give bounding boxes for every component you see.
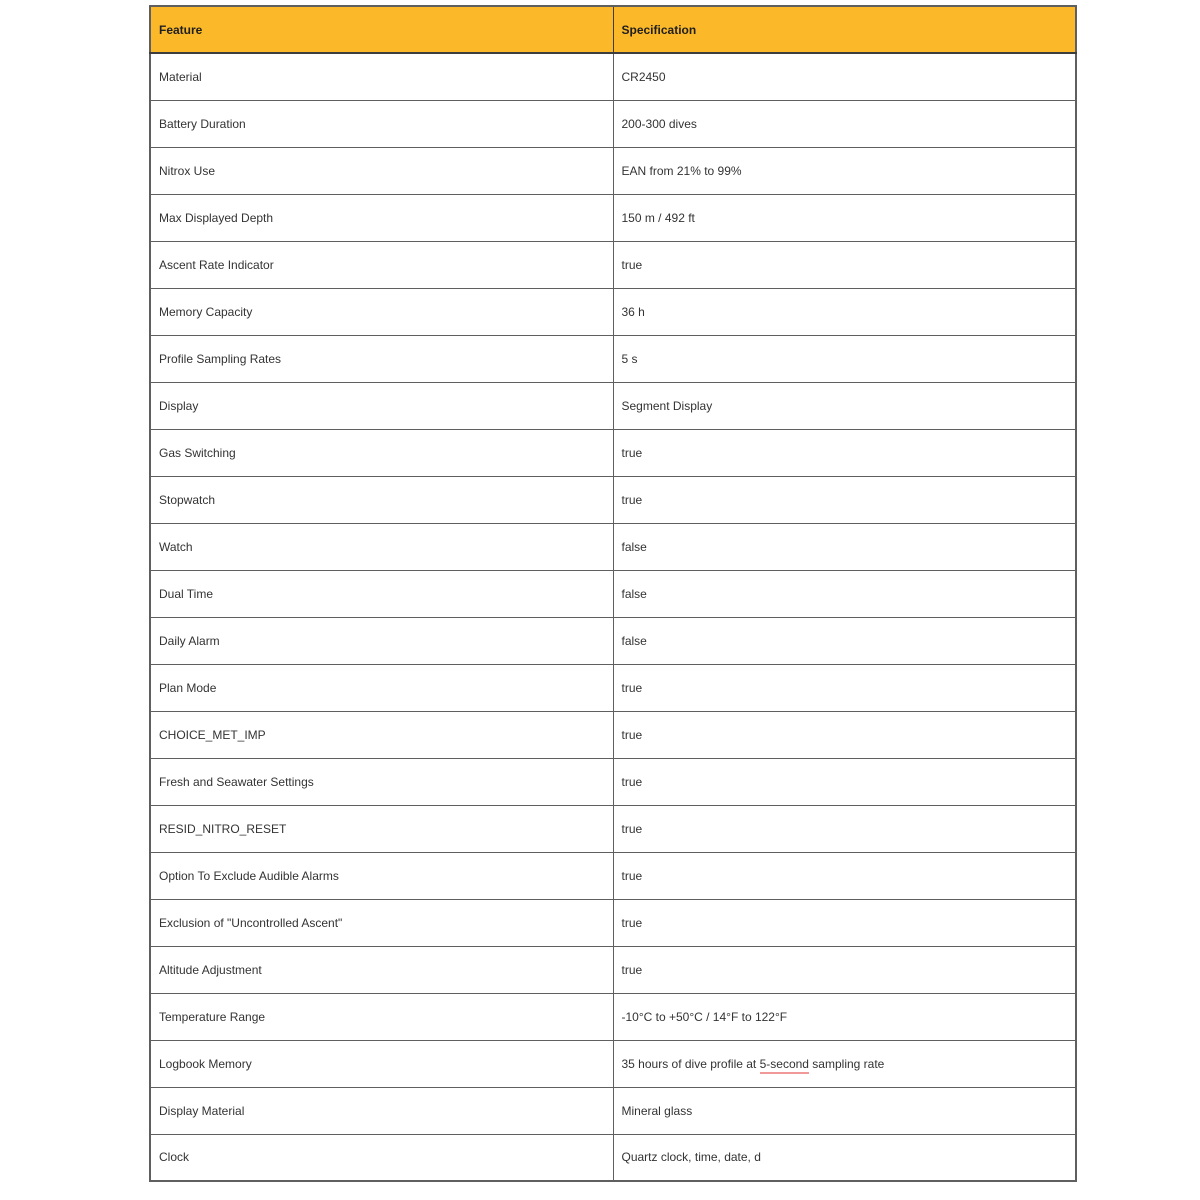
feature-cell: Max Displayed Depth xyxy=(150,194,613,241)
spec-cell: 36 h xyxy=(613,288,1076,335)
feature-cell: Memory Capacity xyxy=(150,288,613,335)
table-row xyxy=(150,1087,1076,1134)
table-row xyxy=(150,664,1076,711)
feature-cell: Nitrox Use xyxy=(150,147,613,194)
spec-cell: true xyxy=(613,241,1076,288)
table-body xyxy=(150,53,1076,1181)
table-row xyxy=(150,1134,1076,1181)
spec-cell: Mineral glass xyxy=(613,1087,1076,1134)
spec-cell: true xyxy=(613,429,1076,476)
table-row xyxy=(150,100,1076,147)
spec-cell: 150 m / 492 ft xyxy=(613,194,1076,241)
table-row xyxy=(150,429,1076,476)
feature-cell: Stopwatch xyxy=(150,476,613,523)
feature-cell: RESID_NITRO_RESET xyxy=(150,805,613,852)
table-row xyxy=(150,194,1076,241)
spec-cell: true xyxy=(613,805,1076,852)
column-header-feature: Feature xyxy=(150,6,613,53)
feature-cell: CHOICE_MET_IMP xyxy=(150,711,613,758)
table-row xyxy=(150,147,1076,194)
spec-cell: EAN from 21% to 99% xyxy=(613,147,1076,194)
feature-cell: Ascent Rate Indicator xyxy=(150,241,613,288)
spec-cell: Quartz clock, time, date, d xyxy=(613,1134,1076,1181)
feature-cell: Material xyxy=(150,53,613,100)
feature-cell: Profile Sampling Rates xyxy=(150,335,613,382)
table-row xyxy=(150,476,1076,523)
table-row xyxy=(150,805,1076,852)
spec-cell: true xyxy=(613,852,1076,899)
feature-cell: Altitude Adjustment xyxy=(150,946,613,993)
spec-cell: -10°C to +50°C / 14°F to 122°F xyxy=(613,993,1076,1040)
spec-cell: true xyxy=(613,946,1076,993)
spec-table-container xyxy=(149,5,1077,1182)
feature-cell: Gas Switching xyxy=(150,429,613,476)
feature-cell: Fresh and Seawater Settings xyxy=(150,758,613,805)
table-row xyxy=(150,241,1076,288)
spec-cell: 5 s xyxy=(613,335,1076,382)
table-row xyxy=(150,53,1076,100)
spec-cell: false xyxy=(613,617,1076,664)
table-header xyxy=(150,6,1076,53)
spec-cell: CR2450 xyxy=(613,53,1076,100)
table-row xyxy=(150,570,1076,617)
spec-cell: true xyxy=(613,758,1076,805)
table-row xyxy=(150,382,1076,429)
spec-cell: true xyxy=(613,899,1076,946)
table-row xyxy=(150,335,1076,382)
feature-cell: Logbook Memory xyxy=(150,1040,613,1087)
spec-cell: 200-300 dives xyxy=(613,100,1076,147)
table-row xyxy=(150,1040,1076,1087)
table-row xyxy=(150,711,1076,758)
spec-cell: false xyxy=(613,570,1076,617)
feature-cell: Watch xyxy=(150,523,613,570)
feature-cell: Dual Time xyxy=(150,570,613,617)
table-row xyxy=(150,899,1076,946)
spec-cell: 35 hours of dive profile at 5-second sampling rate xyxy=(613,1040,1076,1087)
feature-cell: Temperature Range xyxy=(150,993,613,1040)
feature-cell: Exclusion of "Uncontrolled Ascent" xyxy=(150,899,613,946)
spec-cell: false xyxy=(613,523,1076,570)
table-row xyxy=(150,946,1076,993)
spec-table xyxy=(149,5,1077,1182)
table-row xyxy=(150,617,1076,664)
feature-cell: Clock xyxy=(150,1134,613,1181)
feature-cell: Option To Exclude Audible Alarms xyxy=(150,852,613,899)
spec-cell: true xyxy=(613,711,1076,758)
table-row xyxy=(150,852,1076,899)
table-row xyxy=(150,523,1076,570)
spec-cell: Segment Display xyxy=(613,382,1076,429)
feature-cell: Display xyxy=(150,382,613,429)
table-row xyxy=(150,993,1076,1040)
spec-cell: true xyxy=(613,476,1076,523)
table-row xyxy=(150,758,1076,805)
column-header-specification: Specification xyxy=(613,6,1076,53)
header-row xyxy=(150,6,1076,53)
spec-cell: true xyxy=(613,664,1076,711)
feature-cell: Battery Duration xyxy=(150,100,613,147)
feature-cell: Plan Mode xyxy=(150,664,613,711)
feature-cell: Daily Alarm xyxy=(150,617,613,664)
table-row xyxy=(150,288,1076,335)
spellcheck-underlined-text: 5-second xyxy=(760,1057,809,1074)
feature-cell: Display Material xyxy=(150,1087,613,1134)
